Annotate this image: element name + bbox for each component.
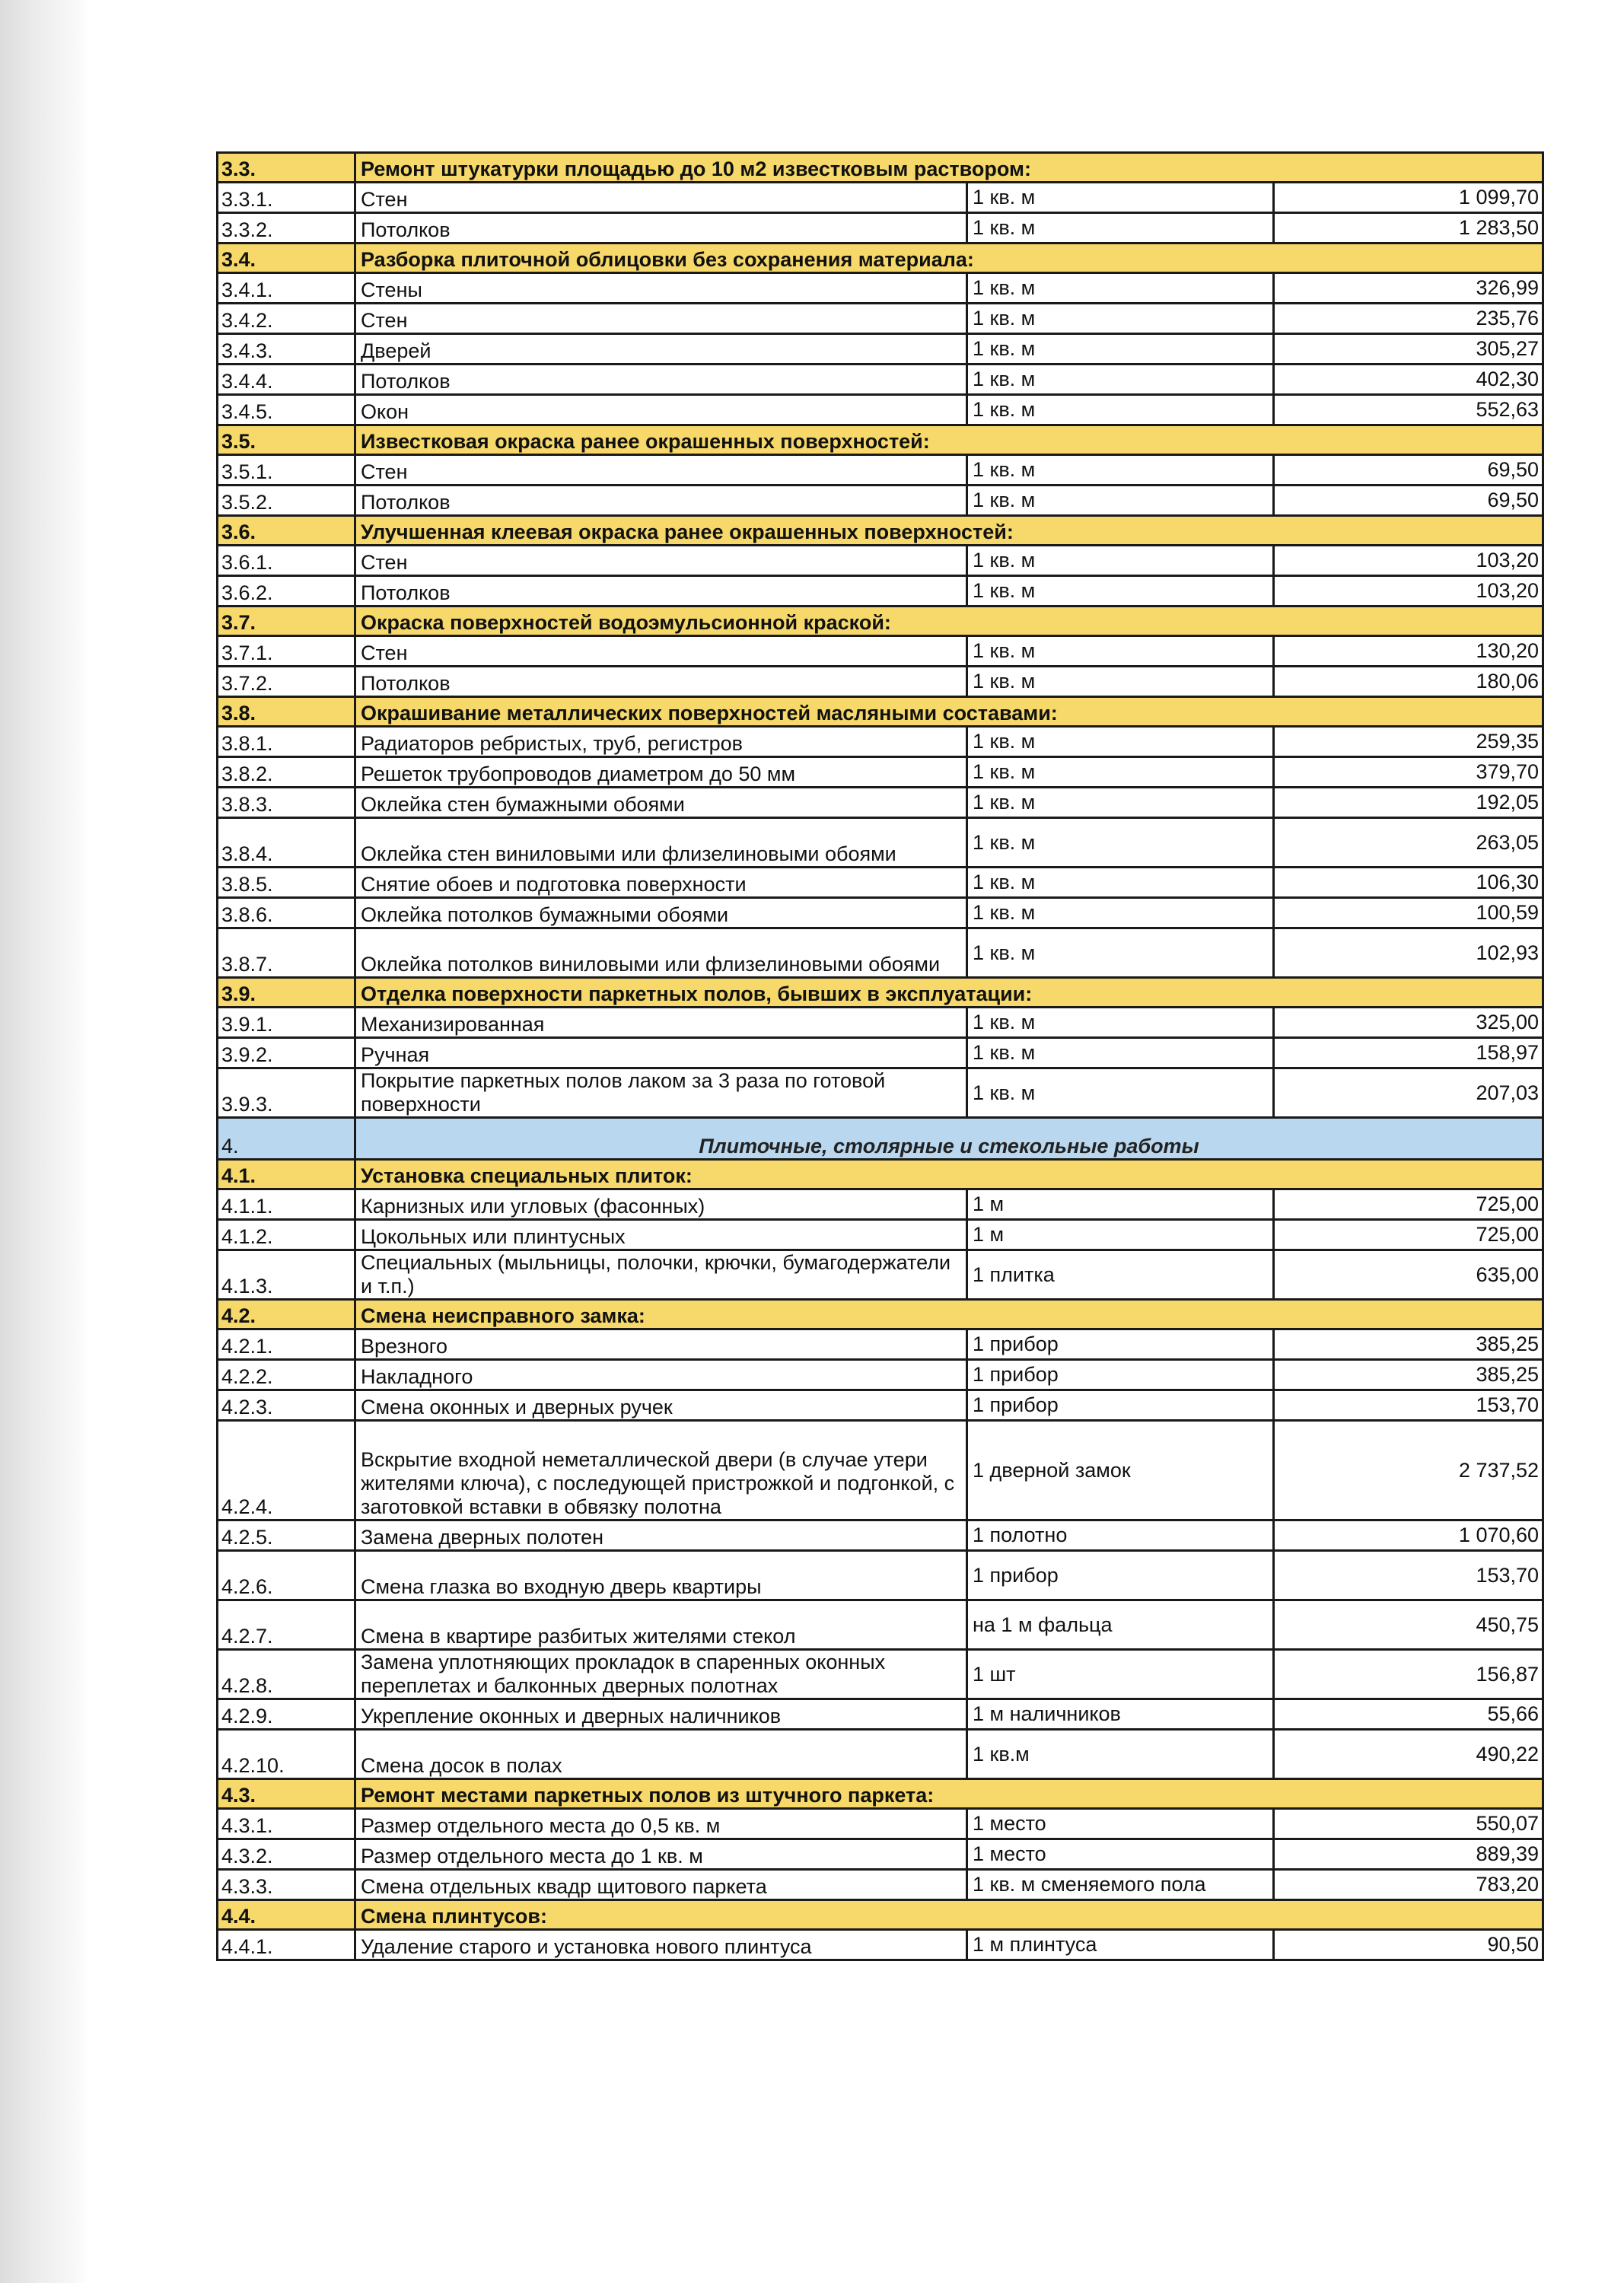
section-title: Известковая окраска ранее окрашенных поверхностей:: [355, 425, 1543, 455]
table-row: [218, 1839, 1543, 1870]
item-price: 635,00: [1274, 1250, 1543, 1300]
item-unit: 1 м наличников: [967, 1699, 1274, 1730]
table-row: [218, 1038, 1543, 1068]
section-title: Смена неисправного замка:: [355, 1300, 1543, 1329]
item-number: 3.8.1.: [218, 727, 355, 757]
section-number: 3.9.: [218, 978, 355, 1008]
item-name: Оклейка потолков виниловыми или флизелиновыми обоями: [355, 928, 967, 978]
table-row: [218, 1390, 1543, 1421]
item-name: Размер отдельного места до 0,5 кв. м: [355, 1809, 967, 1839]
item-number: 3.5.1.: [218, 455, 355, 486]
item-price: 1 099,70: [1274, 183, 1543, 213]
item-unit: 1 кв. м: [967, 395, 1274, 425]
item-unit: 1 кв. м сменяемого пола: [967, 1870, 1274, 1900]
item-price: 153,70: [1274, 1551, 1543, 1600]
section-header-row: [218, 425, 1543, 455]
table-row: [218, 928, 1543, 978]
item-unit: 1 кв. м: [967, 667, 1274, 697]
section-header-row: [218, 697, 1543, 727]
item-name: Снятие обоев и подготовка поверхности: [355, 868, 967, 898]
section-title: Смена плинтусов:: [355, 1900, 1543, 1930]
item-price: 100,59: [1274, 898, 1543, 928]
item-price: 1 070,60: [1274, 1520, 1543, 1551]
item-price: 889,39: [1274, 1839, 1543, 1870]
item-name: Механизированная: [355, 1008, 967, 1038]
item-unit: 1 кв. м: [967, 304, 1274, 334]
table-row: [218, 727, 1543, 757]
item-number: 3.8.4.: [218, 818, 355, 868]
item-price: 1 283,50: [1274, 213, 1543, 244]
section-header-row: [218, 153, 1543, 183]
item-name: Потолков: [355, 576, 967, 607]
item-number: 4.2.10.: [218, 1730, 355, 1779]
item-unit: 1 м: [967, 1189, 1274, 1220]
item-number: 3.5.2.: [218, 486, 355, 516]
table-row: [218, 1068, 1543, 1118]
item-unit: 1 кв. м: [967, 546, 1274, 576]
item-price: 326,99: [1274, 273, 1543, 304]
item-name: Врезного: [355, 1329, 967, 1360]
item-unit: 1 кв. м: [967, 1008, 1274, 1038]
item-unit: 1 кв. м: [967, 1068, 1274, 1118]
item-number: 3.8.5.: [218, 868, 355, 898]
item-number: 3.8.2.: [218, 757, 355, 788]
item-unit: 1 м: [967, 1220, 1274, 1250]
item-number: 3.3.1.: [218, 183, 355, 213]
item-name: Карнизных или угловых (фасонных): [355, 1189, 967, 1220]
item-name: Смена в квартире разбитых жителями стекол: [355, 1600, 967, 1650]
section-header-row: [218, 244, 1543, 273]
section-title: Отделка поверхности паркетных полов, бывших в эксплуатации:: [355, 978, 1543, 1008]
item-price: 725,00: [1274, 1189, 1543, 1220]
table-row: [218, 1189, 1543, 1220]
item-number: 3.4.2.: [218, 304, 355, 334]
item-name: Стен: [355, 546, 967, 576]
item-unit: 1 кв. м: [967, 898, 1274, 928]
section-number: 3.3.: [218, 153, 355, 183]
item-name: Размер отдельного места до 1 кв. м: [355, 1839, 967, 1870]
item-price: 490,22: [1274, 1730, 1543, 1779]
item-price: 2 737,52: [1274, 1421, 1543, 1520]
item-name: Радиаторов ребристых, труб, регистров: [355, 727, 967, 757]
item-number: 4.4.1.: [218, 1930, 355, 1960]
item-number: 4.2.7.: [218, 1600, 355, 1650]
table-row: [218, 1250, 1543, 1300]
table-row: [218, 213, 1543, 244]
item-price: 156,87: [1274, 1650, 1543, 1699]
table-row: [218, 1520, 1543, 1551]
item-number: 3.3.2.: [218, 213, 355, 244]
item-unit: 1 плитка: [967, 1250, 1274, 1300]
item-number: 4.3.2.: [218, 1839, 355, 1870]
item-name: Накладного: [355, 1360, 967, 1390]
item-price: 325,00: [1274, 1008, 1543, 1038]
table-row: [218, 334, 1543, 365]
table-row: [218, 1551, 1543, 1600]
item-name: Стен: [355, 304, 967, 334]
item-name: Смена глазка во входную дверь квартиры: [355, 1551, 967, 1600]
section-header-row: [218, 607, 1543, 636]
item-name: Смена отдельных квадр щитового паркета: [355, 1870, 967, 1900]
table-row: [218, 455, 1543, 486]
item-price: 550,07: [1274, 1809, 1543, 1839]
item-unit: 1 прибор: [967, 1329, 1274, 1360]
item-unit: 1 кв. м: [967, 868, 1274, 898]
item-name: Вскрытие входной неметаллической двери (в случае утери жителями ключа), с последующей пристрожкой и подгонкой, с заготовкой вставки в обвязку полотна: [355, 1421, 967, 1520]
table-row: [218, 818, 1543, 868]
item-number: 3.8.7.: [218, 928, 355, 978]
table-row: [218, 183, 1543, 213]
item-name: Оклейка потолков бумажными обоями: [355, 898, 967, 928]
item-name: Стены: [355, 273, 967, 304]
section-header-row: [218, 1779, 1543, 1809]
item-name: Окон: [355, 395, 967, 425]
table-row: [218, 486, 1543, 516]
item-number: 4.3.1.: [218, 1809, 355, 1839]
item-number: 4.2.3.: [218, 1390, 355, 1421]
item-number: 3.8.6.: [218, 898, 355, 928]
item-price: 106,30: [1274, 868, 1543, 898]
table-row: [218, 1870, 1543, 1900]
table-row: [218, 365, 1543, 395]
item-name: Стен: [355, 183, 967, 213]
item-name: Оклейка стен виниловыми или флизелиновыми обоями: [355, 818, 967, 868]
table-row: [218, 1220, 1543, 1250]
item-number: 3.8.3.: [218, 788, 355, 818]
item-unit: 1 место: [967, 1839, 1274, 1870]
item-unit: 1 место: [967, 1809, 1274, 1839]
item-price: 379,70: [1274, 757, 1543, 788]
chapter-number: 4.: [218, 1118, 355, 1160]
scan-edge-shadow: [0, 0, 90, 2283]
item-price: 69,50: [1274, 455, 1543, 486]
item-unit: 1 кв. м: [967, 727, 1274, 757]
item-name: Удаление старого и установка нового плинтуса: [355, 1930, 967, 1960]
item-unit: 1 кв. м: [967, 576, 1274, 607]
item-name: Решеток трубопроводов диаметром до 50 мм: [355, 757, 967, 788]
item-price: 402,30: [1274, 365, 1543, 395]
table-row: [218, 898, 1543, 928]
item-name: Стен: [355, 455, 967, 486]
item-name: Специальных (мыльницы, полочки, крючки, бумагодержатели и т.п.): [355, 1250, 967, 1300]
item-name: Оклейка стен бумажными обоями: [355, 788, 967, 818]
item-number: 3.7.1.: [218, 636, 355, 667]
section-number: 3.8.: [218, 697, 355, 727]
item-number: 4.3.3.: [218, 1870, 355, 1900]
item-unit: 1 кв. м: [967, 365, 1274, 395]
item-price: 385,25: [1274, 1360, 1543, 1390]
table-row: [218, 1329, 1543, 1360]
item-name: Покрытие паркетных полов лаком за 3 раза по готовой поверхности: [355, 1068, 967, 1118]
section-title: Разборка плиточной облицовки без сохранения материала:: [355, 244, 1543, 273]
item-unit: 1 кв. м: [967, 788, 1274, 818]
item-price: 207,03: [1274, 1068, 1543, 1118]
item-number: 4.2.1.: [218, 1329, 355, 1360]
chapter-header-row: [218, 1118, 1543, 1160]
item-unit: 1 кв. м: [967, 334, 1274, 365]
section-title: Ремонт штукатурки площадью до 10 м2 известковым раствором:: [355, 153, 1543, 183]
table-row: [218, 1930, 1543, 1960]
item-number: 3.9.2.: [218, 1038, 355, 1068]
item-number: 4.1.1.: [218, 1189, 355, 1220]
table-row: [218, 868, 1543, 898]
section-number: 4.1.: [218, 1160, 355, 1189]
table-row: [218, 1008, 1543, 1038]
item-price: 130,20: [1274, 636, 1543, 667]
item-number: 4.2.4.: [218, 1421, 355, 1520]
section-title: Установка специальных плиток:: [355, 1160, 1543, 1189]
section-header-row: [218, 516, 1543, 546]
item-price: 385,25: [1274, 1329, 1543, 1360]
table-row: [218, 304, 1543, 334]
item-price: 450,75: [1274, 1600, 1543, 1650]
item-price: 103,20: [1274, 546, 1543, 576]
item-price: 102,93: [1274, 928, 1543, 978]
price-list-body: [218, 153, 1543, 1960]
item-number: 4.2.9.: [218, 1699, 355, 1730]
table-row: [218, 1650, 1543, 1699]
item-price: 725,00: [1274, 1220, 1543, 1250]
table-row: [218, 667, 1543, 697]
item-price: 180,06: [1274, 667, 1543, 697]
item-name: Замена уплотняющих прокладок в спаренных оконных переплетах и балконных дверных полотнах: [355, 1650, 967, 1699]
item-price: 552,63: [1274, 395, 1543, 425]
section-number: 4.3.: [218, 1779, 355, 1809]
item-number: 3.9.1.: [218, 1008, 355, 1038]
section-title: Ремонт местами паркетных полов из штучного паркета:: [355, 1779, 1543, 1809]
item-number: 3.9.3.: [218, 1068, 355, 1118]
item-name: Дверей: [355, 334, 967, 365]
section-header-row: [218, 978, 1543, 1008]
item-number: 4.2.8.: [218, 1650, 355, 1699]
item-price: 192,05: [1274, 788, 1543, 818]
item-number: 3.4.3.: [218, 334, 355, 365]
item-price: 305,27: [1274, 334, 1543, 365]
table-row: [218, 636, 1543, 667]
item-unit: 1 прибор: [967, 1390, 1274, 1421]
item-name: Потолков: [355, 667, 967, 697]
item-price: 153,70: [1274, 1390, 1543, 1421]
section-header-row: [218, 1160, 1543, 1189]
item-number: 3.4.1.: [218, 273, 355, 304]
item-unit: 1 кв. м: [967, 213, 1274, 244]
item-name: Укрепление оконных и дверных наличников: [355, 1699, 967, 1730]
item-name: Цокольных или плинтусных: [355, 1220, 967, 1250]
section-number: 4.2.: [218, 1300, 355, 1329]
item-number: 3.4.5.: [218, 395, 355, 425]
table-row: [218, 1600, 1543, 1650]
section-number: 3.6.: [218, 516, 355, 546]
item-unit: на 1 м фальца: [967, 1600, 1274, 1650]
item-number: 4.1.2.: [218, 1220, 355, 1250]
item-name: Потолков: [355, 486, 967, 516]
item-number: 3.6.1.: [218, 546, 355, 576]
item-price: 90,50: [1274, 1930, 1543, 1960]
item-number: 3.6.2.: [218, 576, 355, 607]
table-row: [218, 788, 1543, 818]
table-row: [218, 1360, 1543, 1390]
item-number: 4.2.5.: [218, 1520, 355, 1551]
item-unit: 1 прибор: [967, 1551, 1274, 1600]
item-name: Стен: [355, 636, 967, 667]
item-price: 259,35: [1274, 727, 1543, 757]
item-price: 235,76: [1274, 304, 1543, 334]
item-price: 263,05: [1274, 818, 1543, 868]
item-unit: 1 кв. м: [967, 183, 1274, 213]
table-row: [218, 395, 1543, 425]
section-header-row: [218, 1300, 1543, 1329]
item-unit: 1 кв. м: [967, 757, 1274, 788]
item-price: 55,66: [1274, 1699, 1543, 1730]
item-unit: 1 м плинтуса: [967, 1930, 1274, 1960]
price-list-table: [216, 151, 1544, 1961]
item-unit: 1 шт: [967, 1650, 1274, 1699]
table-row: [218, 1730, 1543, 1779]
item-name: Замена дверных полотен: [355, 1520, 967, 1551]
table-row: [218, 576, 1543, 607]
item-name: Смена оконных и дверных ручек: [355, 1390, 967, 1421]
section-number: 3.5.: [218, 425, 355, 455]
item-unit: 1 кв. м: [967, 818, 1274, 868]
section-title: Окрашивание металлических поверхностей масляными составами:: [355, 697, 1543, 727]
item-name: Ручная: [355, 1038, 967, 1068]
item-unit: 1 полотно: [967, 1520, 1274, 1551]
item-unit: 1 кв. м: [967, 273, 1274, 304]
item-number: 3.7.2.: [218, 667, 355, 697]
item-unit: 1 кв. м: [967, 928, 1274, 978]
table-row: [218, 1421, 1543, 1520]
item-price: 783,20: [1274, 1870, 1543, 1900]
table-row: [218, 1809, 1543, 1839]
section-title: Окраска поверхностей водоэмульсионной краской:: [355, 607, 1543, 636]
item-price: 158,97: [1274, 1038, 1543, 1068]
item-price: 69,50: [1274, 486, 1543, 516]
item-price: 103,20: [1274, 576, 1543, 607]
item-unit: 1 кв. м: [967, 1038, 1274, 1068]
section-number: 3.4.: [218, 244, 355, 273]
item-name: Потолков: [355, 365, 967, 395]
item-unit: 1 дверной замок: [967, 1421, 1274, 1520]
table-row: [218, 757, 1543, 788]
item-unit: 1 кв. м: [967, 486, 1274, 516]
table-row: [218, 1699, 1543, 1730]
section-title: Улучшенная клеевая окраска ранее окрашенных поверхностей:: [355, 516, 1543, 546]
table-row: [218, 273, 1543, 304]
table-row: [218, 546, 1543, 576]
item-number: 3.4.4.: [218, 365, 355, 395]
item-unit: 1 кв. м: [967, 455, 1274, 486]
item-name: Смена досок в полах: [355, 1730, 967, 1779]
chapter-title: Плиточные, столярные и стекольные работы: [355, 1118, 1543, 1160]
item-number: 4.1.3.: [218, 1250, 355, 1300]
item-number: 4.2.6.: [218, 1551, 355, 1600]
section-number: 4.4.: [218, 1900, 355, 1930]
item-unit: 1 прибор: [967, 1360, 1274, 1390]
item-name: Потолков: [355, 213, 967, 244]
section-number: 3.7.: [218, 607, 355, 636]
item-number: 4.2.2.: [218, 1360, 355, 1390]
section-header-row: [218, 1900, 1543, 1930]
item-unit: 1 кв. м: [967, 636, 1274, 667]
item-unit: 1 кв.м: [967, 1730, 1274, 1779]
